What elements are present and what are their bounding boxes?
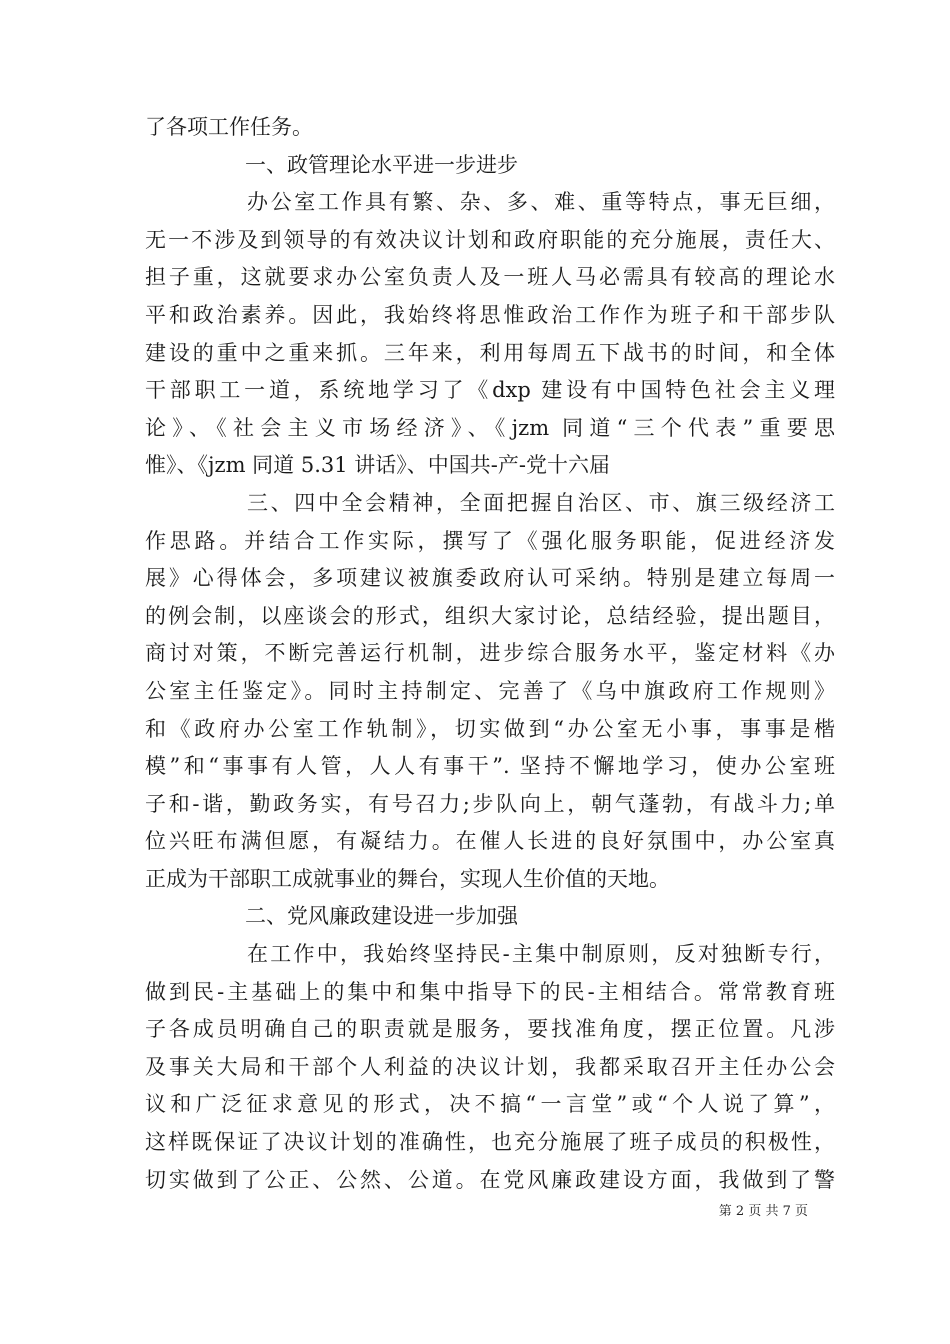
- text-line: 三、四中全会精神，全面把握自治区、市、旗三级经济工: [247, 490, 835, 515]
- page-number: 第 2 页 共 7 页: [718, 1204, 808, 1219]
- text-line: 作思路。并结合工作实际，撰写了《强化服务职能，促进经济发: [145, 528, 835, 553]
- text-line: 了各项工作任务。: [145, 115, 313, 139]
- text-line: 担子重，这就要求办公室负责人及一班人马必需具有较高的理论水: [145, 265, 835, 290]
- text-line: 这样既保证了决议计划的准确性，也充分施展了班子成员的积极性，: [145, 1130, 835, 1155]
- text-line: 子各成员明确自己的职责就是服务，要找准角度，摆正位置。凡涉: [145, 1017, 835, 1042]
- text-line: 切实做到了公正、公然、公道。在党风廉政建设方面，我做到了警: [145, 1167, 835, 1192]
- text-line: 干部职工一道，系统地学习了《dxp 建设有中国特色社会主义理: [145, 378, 835, 403]
- text-line: 的例会制，以座谈会的形式，组织大家讨论，总结经验，提出题目，: [145, 603, 835, 628]
- section-heading: 一、政管理论水平进一步进步: [245, 152, 518, 177]
- text-line: 公室主任鉴定》。同时主持制定、完善了《乌中旗政府工作规则》: [145, 678, 835, 703]
- text-line: 和《政府办公室工作轨制》，切实做到“办公室无小事，事事是楷: [145, 716, 835, 741]
- text-line: 位兴旺布满但愿，有凝结力。在催人长进的良好氛围中，办公室真: [145, 829, 835, 854]
- text-line: 在工作中，我始终坚持民-主集中制原则，反对独断专行，: [247, 942, 835, 967]
- text-line: 办公室工作具有繁、杂、多、难、重等特点，事无巨细，: [247, 190, 835, 215]
- text-line: 议和广泛征求意见的形式，决不搞“一言堂”或“个人说了算”，: [145, 1092, 835, 1117]
- text-line: 展》心得体会，多项建议被旗委政府认可采纳。特别是建立每周一: [145, 566, 835, 591]
- text-line: 惟》、《jzm 同道 5.31 讲话》、中国共-产-党十六届: [145, 453, 610, 478]
- text-line: 平和政治素养。因此，我始终将思惟政治工作作为班子和干部步队: [145, 302, 835, 327]
- text-line: 及事关大局和干部个人利益的决议计划，我都采取召开主任办公会: [145, 1054, 835, 1079]
- text-line: 模”和“事事有人管，人人有事干”. 坚持不懈地学习，使办公室班: [145, 754, 835, 779]
- text-line: 正成为干部职工成就事业的舞台，实现人生价值的天地。: [145, 866, 670, 891]
- text-line: 论》、《社会主义市场经济》、《jzm 同道“三个代表”重要思: [145, 415, 835, 440]
- section-heading: 二、党风廉政建设进一步加强: [245, 904, 518, 929]
- text-line: 无一不涉及到领导的有效决议计划和政府职能的充分施展，责任大、: [145, 227, 835, 252]
- document-body: [145, 109, 835, 1199]
- text-line: 做到民-主基础上的集中和集中指导下的民-主相结合。常常教育班: [145, 979, 835, 1004]
- text-line: 建设的重中之重来抓。三年来，利用每周五下战书的时间，和全体: [145, 340, 835, 365]
- text-line: 子和-谐，勤政务实，有号召力;步队向上，朝气蓬勃，有战斗力;单: [145, 791, 835, 816]
- text-line: 商讨对策，不断完善运行机制，进步综合服务水平，鉴定材料《办: [145, 641, 835, 666]
